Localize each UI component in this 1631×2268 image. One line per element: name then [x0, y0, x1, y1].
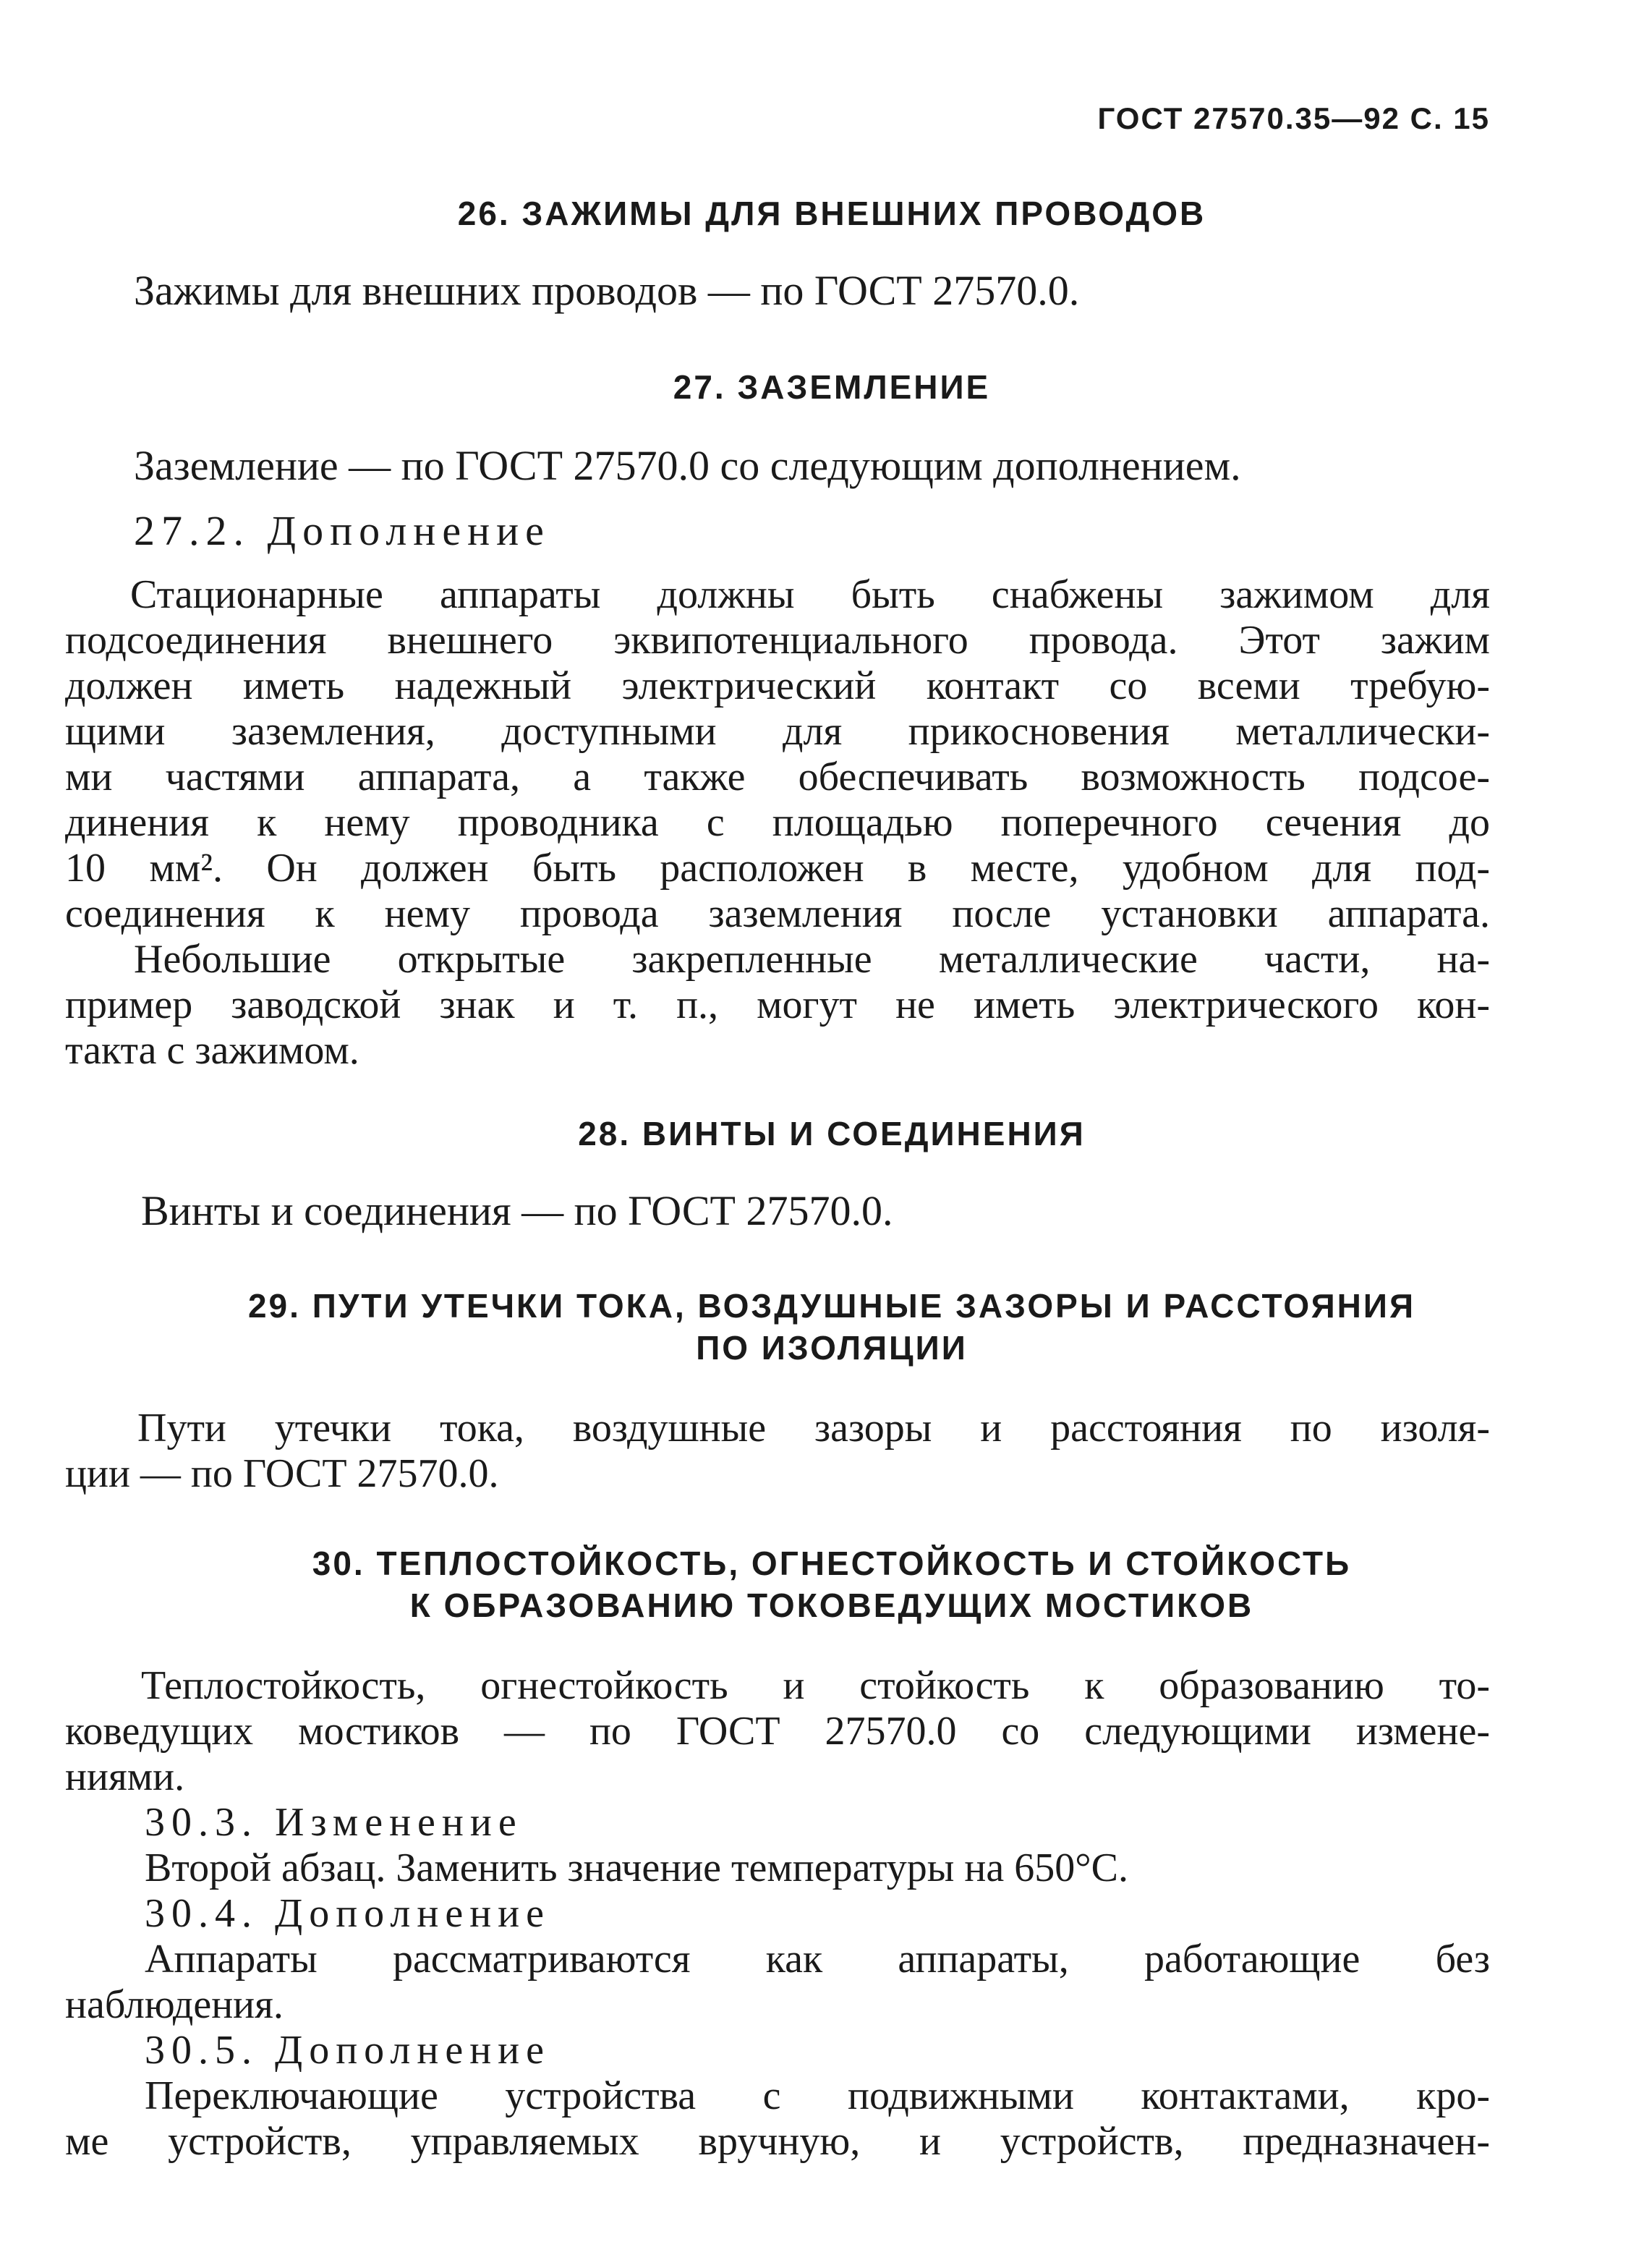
subsection-30-5-text-line-2: ме устройств, управляемых вручную, и устройств, предназначен- — [65, 2119, 1490, 2164]
section-30-title-line-1: 30. ТЕПЛОСТОЙКОСТЬ, ОГНЕСТОЙКОСТЬ И СТОЙКОСТЬ — [312, 1545, 1352, 1582]
subsection-30-4-heading — [145, 1890, 550, 1937]
section-27-title: 27. ЗАЗЕМЛЕНИЕ — [673, 368, 991, 406]
subsection-30-3-heading — [145, 1799, 523, 1846]
section-28-title: 28. ВИНТЫ И СОЕДИНЕНИЯ — [578, 1115, 1086, 1152]
section-30-title-line-2: К ОБРАЗОВАНИЮ ТОКОВЕДУЩИХ МОСТИКОВ — [409, 1587, 1254, 1624]
section-29-title-line-2: ПО ИЗОЛЯЦИИ — [696, 1329, 968, 1367]
section-29-title-line-1: 29. ПУТИ УТЕЧКИ ТОКА, ВОЗДУШНЫЕ ЗАЗОРЫ И РАССТОЯНИЯ — [247, 1287, 1416, 1325]
subsection-30-5-text-line-1: Переключающие устройства с подвижными контактами, кро- — [145, 2073, 1490, 2118]
para-27-line-4: щими заземления, доступными для прикосновения металлически- — [65, 709, 1490, 754]
section-26-text: Зажимы для внешних проводов — по ГОСТ 27570.0. — [134, 267, 1080, 314]
subsection-30-5-heading-text: 30.5. Дополнение — [145, 2028, 550, 2073]
para-27b-line-1: Небольшие открытые закрепленные металлические части, на- — [134, 937, 1490, 982]
subsection-27-2-heading-text: 27.2. Дополнение — [134, 507, 550, 554]
section-30-text-line-3: ниями. — [65, 1754, 185, 1799]
subsection-27-2-heading — [134, 506, 550, 555]
para-27-line-5: ми частями аппарата, а также обеспечивать возможность подсое- — [65, 755, 1490, 799]
section-30-text-line-1: Теплостойкость, огнестойкость и стойкость к образованию то- — [141, 1663, 1490, 1708]
section-29-text-line-2: ции — по ГОСТ 27570.0. — [65, 1451, 499, 1496]
subsection-30-4-text-line-2: наблюдения. — [65, 1982, 284, 2027]
para-27-line-8: соединения к нему провода заземления после установки аппарата. — [65, 891, 1490, 936]
para-27-line-2: подсоединения внешнего эквипотенциального провода. Этот зажим — [65, 618, 1490, 663]
subsection-30-5-heading — [145, 2027, 550, 2073]
para-27b-line-2: пример заводской знак и т. п., могут не иметь электрического кон- — [65, 982, 1490, 1027]
subsection-30-4-text-line-1: Аппараты рассматриваются как аппараты, работающие без — [145, 1937, 1490, 1982]
section-30-text-line-2: коведущих мостиков — по ГОСТ 27570.0 со следующими измене- — [65, 1709, 1490, 1754]
para-27-line-6: динения к нему проводника с площадью поперечного сечения до — [65, 800, 1490, 845]
subsection-30-4-heading-text: 30.4. Дополнение — [145, 1891, 550, 1936]
para-27-line-1: Стационарные аппараты должны быть снабжены зажимом для — [130, 572, 1490, 617]
subsection-30-3-heading-text: 30.3. Изменение — [145, 1800, 523, 1845]
section-28-text: Винты и соединения — по ГОСТ 27570.0. — [141, 1187, 893, 1234]
para-27-line-3: должен иметь надежный электрический контакт со всеми требую- — [65, 663, 1490, 708]
subsection-30-3-text: Второй абзац. Заменить значение температуры на 650°С. — [145, 1846, 1128, 1890]
section-29-text-line-1: Пути утечки тока, воздушные зазоры и расстояния по изоля- — [137, 1406, 1490, 1451]
section-27-text: Заземление — по ГОСТ 27570.0 со следующим дополнением. — [134, 442, 1241, 489]
running-header: ГОСТ 27570.35—92 С. 15 — [1097, 101, 1490, 135]
para-27-line-7: 10 мм². Он должен быть расположен в месте, удобном для под- — [65, 846, 1490, 891]
section-26-title: 26. ЗАЖИМЫ ДЛЯ ВНЕШНИХ ПРОВОДОВ — [457, 195, 1206, 232]
para-27b-line-3: такта с зажимом. — [65, 1028, 359, 1073]
